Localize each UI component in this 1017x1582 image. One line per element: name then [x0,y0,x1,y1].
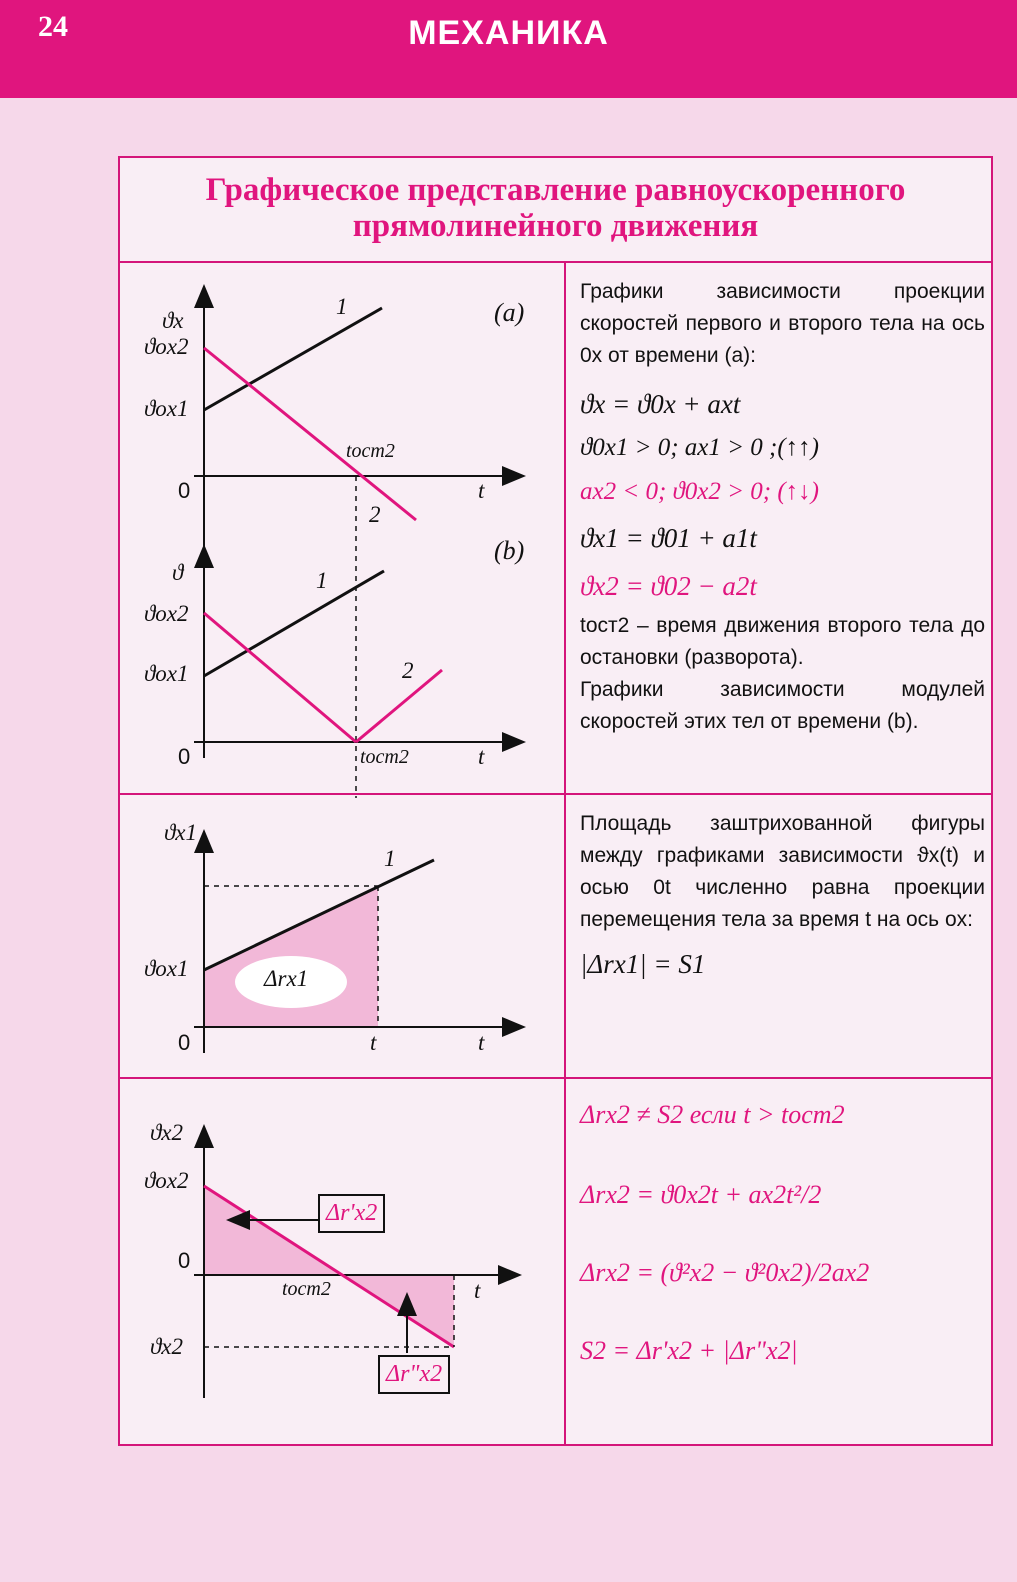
text-block-velocity: Графики зависимости проекции скоростей первого и второго тела на ось 0x от времени (a): ϑx = ϑ0x + axt ϑ0x1 > 0; ax1 > 0 ;(↑↑) ax2 < 0; ϑ0x2 > 0; (↑↓) ϑx1 = ϑ01 + a1t ϑx2 = ϑ02 − a2t tост2 – время движения второго тела до остановки (разворота). Графики зависимости модулей скоростей этих тел от времени (b). [580,280,985,733]
time-axis-label: t [474,1278,481,1303]
time-mark-label: t [370,1030,377,1055]
initial-velocity-2: ϑox2 [144,1168,189,1193]
line-2-label: 2 [402,658,414,683]
formula: |Δrx1| = S1 [580,949,706,979]
y-axis-label: ϑx2 [150,1120,183,1145]
line-1-label: 1 [336,294,348,319]
graph-c [194,833,522,1053]
graph-b [194,548,522,758]
time-axis-label: t [478,478,485,503]
time-axis-label: t [478,1030,485,1055]
y-axis-label: ϑx [162,308,184,333]
line-1-label: 1 [384,846,396,871]
origin-label: 0 [178,1030,191,1055]
origin-label: 0 [178,478,191,503]
graph-d [194,1128,518,1398]
stop-time-label: tост2 [346,440,395,462]
y-axis-label: ϑx1 [164,820,197,845]
y-axis-label: ϑ [172,560,184,585]
graph-tag: (a) [494,298,525,327]
section-title: МЕХАНИКА [408,14,609,52]
page-number: 24 [38,10,68,43]
content-panel [118,156,993,1446]
area-label-negative: Δr"x2 [378,1355,450,1394]
line-body-1 [204,308,382,410]
formula: ϑx1 = ϑ01 + a1t [580,523,757,553]
origin-label: 0 [178,1248,191,1273]
origin-label: 0 [178,744,191,769]
line-body-1 [204,571,384,676]
area-label: Δrx1 [264,966,309,991]
formula: Δrx2 = ϑ0x2t + ax2t²/2 [580,1180,822,1209]
formula: S2 = Δr'x2 + |Δr"x2| [580,1336,798,1365]
line-2-label: 2 [369,502,381,527]
final-velocity-label: ϑx2 [150,1334,183,1359]
page-title: Графическое представление равноускоренного прямолинейного движения [205,172,906,244]
time-axis-label: t [478,744,485,769]
line-body-2 [204,348,416,520]
stop-time-label: tост2 [282,1278,331,1300]
initial-velocity-1: ϑox1 [144,661,189,686]
formula: Δrx2 = (ϑ²x2 − ϑ²0x2)/2ax2 [580,1258,870,1287]
formula: ϑx = ϑ0x + axt [580,389,741,419]
graph-tag: (b) [494,536,525,565]
formula: ϑx2 = ϑ02 − a2t [580,571,757,601]
column-divider [564,263,566,1444]
page-header [0,0,1017,98]
graph-a [194,288,525,798]
initial-velocity-1: ϑox1 [144,396,189,421]
stop-time-label: tост2 [360,746,409,768]
formula: ϑ0x1 > 0; ax1 > 0 ;(↑↑) [580,434,820,461]
initial-velocity-2: ϑox2 [144,601,189,626]
initial-velocity-1: ϑox1 [144,956,189,981]
text-block-area: Площадь заштрихованной фигуры между графиками зависимости ϑx(t) и осью 0t численно равна проекции перемещения тела за время t на ось ox: |Δrx1| = S1 [580,808,985,986]
area-label-positive: Δr'x2 [318,1194,385,1233]
text-block-displacement [580,1093,985,1373]
formula: Δrx2 ≠ S2 если t > tост2 [580,1100,845,1129]
initial-velocity-2: ϑox2 [144,334,189,359]
formula: ax2 < 0; ϑ0x2 > 0; (↑↓) [580,478,820,505]
line-1-label: 1 [316,568,328,593]
line-body-2-reverse [356,670,442,742]
